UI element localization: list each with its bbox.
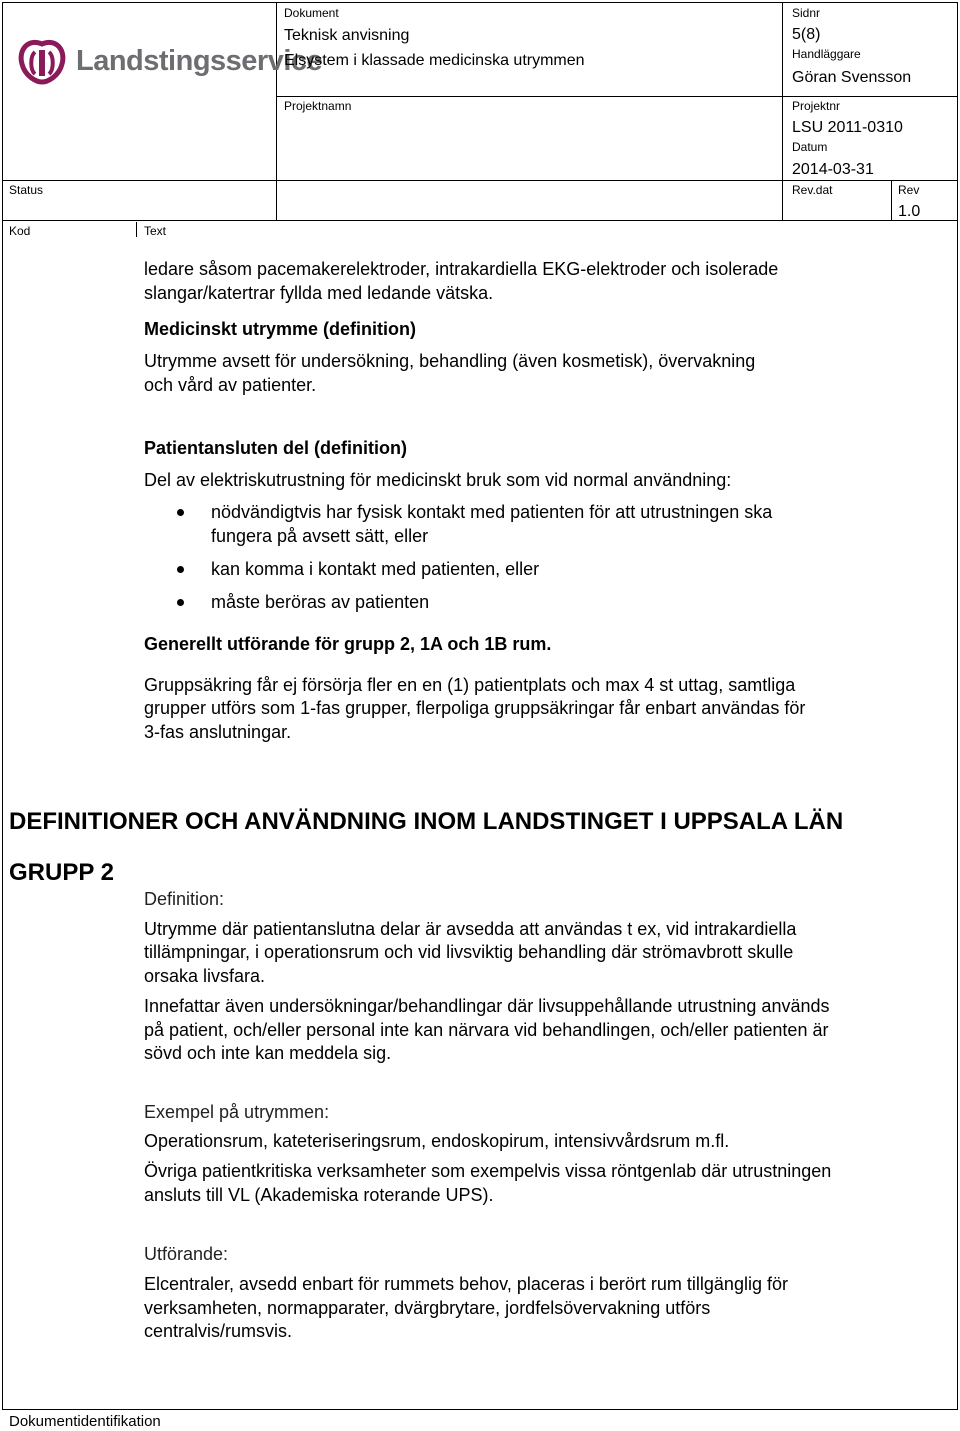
dokument-value-1: Teknisk anvisning	[284, 27, 410, 44]
bullet-2-line-1: kan komma i kontakt med patienten, eller	[211, 559, 540, 579]
rev-value: 1.0	[898, 203, 921, 220]
ovriga-line-1: Övriga patientkritiska verksamheter som exempelvis vissa röntgenlab där utrustningen	[144, 1161, 832, 1181]
sidnr-value: 5(8)	[792, 26, 821, 43]
definition-2-title: Patientansluten del (definition)	[144, 438, 408, 458]
general-line-1: Gruppsäkring får ej försörja fler en en (1) patientplats och max 4 st uttag, samtliga	[144, 675, 796, 695]
bullet-1-line-2: fungera på avsett sätt, eller	[211, 526, 429, 546]
logo-mark-icon	[16, 36, 68, 88]
projektnr-label: Projektnr	[792, 99, 841, 113]
header-left-border	[2, 2, 3, 1410]
definition-1-line-2: och vård av patienter.	[144, 375, 317, 395]
main-heading: DEFINITIONER OCH ANVÄNDNING INOM LANDSTINGET I UPPSALA LÄN	[9, 808, 844, 835]
definition-label: Definition:	[144, 889, 225, 909]
projektnr-value: LSU 2011-0310	[792, 119, 903, 136]
bullet-dot-2	[177, 566, 184, 573]
general-title: Generellt utförande för grupp 2, 1A och 1B rum.	[144, 634, 552, 654]
bullet-dot-3	[177, 599, 184, 606]
header-right-border	[957, 2, 958, 1410]
ovriga-line-2: ansluts till VL (Akademiska roterande UPS).	[144, 1185, 494, 1205]
bullet-1-line-1: nödvändigtvis har fysisk kontakt med patienten för att utrustningen ska	[211, 502, 773, 522]
header-divider-h-2	[2, 180, 958, 181]
footer-border	[2, 1409, 958, 1410]
grupp-2-heading: GRUPP 2	[9, 859, 114, 886]
header-divider-vertical-3	[891, 180, 892, 220]
dokumentidentifikation-label: Dokumentidentifikation	[9, 1413, 161, 1430]
kod-text-divider	[136, 222, 137, 237]
kod-label: Kod	[9, 224, 31, 238]
revdat-label: Rev.dat	[792, 183, 833, 197]
exempel-line-1: Operationsrum, kateteriseringsrum, endoskopirum, intensivvårdsrum m.fl.	[144, 1131, 730, 1151]
rev-label: Rev	[898, 183, 920, 197]
bullet-dot-1	[177, 509, 184, 516]
utforande-label: Utförande:	[144, 1244, 229, 1264]
utforande-line-3: centralvis/rumsvis.	[144, 1321, 293, 1341]
definition-2-intro: Del av elektriskutrustning för medicinskt bruk som vid normal användning:	[144, 470, 732, 490]
paragraph-1-line-2: slangar/katertrar fyllda med ledande vätska.	[144, 283, 494, 303]
bullet-3-line-1: måste beröras av patienten	[211, 592, 430, 612]
utforande-line-2: verksamheten, normapparater, dvärgbrytare, jordfelsövervakning utförs	[144, 1298, 711, 1318]
dokument-label: Dokument	[284, 6, 339, 20]
status-label: Status	[9, 183, 44, 197]
definition-line-1: Utrymme där patientanslutna delar är avsedda att användas t ex, vid intrakardiella	[144, 919, 797, 939]
sidnr-label: Sidnr	[792, 6, 821, 20]
text-label: Text	[144, 224, 167, 238]
definition-line-3: orsaka livsfara.	[144, 966, 266, 986]
datum-label: Datum	[792, 140, 828, 154]
dokument-value-2: Elsystem i klassade medicinska utrymmen	[284, 52, 585, 69]
innefattar-line-1: Innefattar även undersökningar/behandlingar där livsuppehållande utrustning används	[144, 996, 830, 1016]
logo-text: Landstingsservice	[76, 45, 323, 77]
general-line-2: grupper utförs som 1-fas grupper, flerpoliga gruppsäkringar får enbart användas för	[144, 698, 806, 718]
handlaggare-value: Göran Svensson	[792, 69, 912, 86]
innefattar-line-2: på patient, och/eller personal inte kan närvara vid behandlingen, och/eller patienten är	[144, 1020, 829, 1040]
handlaggare-label: Handläggare	[792, 47, 861, 61]
header-divider-h-3	[2, 220, 958, 221]
definition-line-2: tillämpningar, i operationsrum och vid livsviktig behandling där strömavbrott skulle	[144, 942, 794, 962]
header-top-border	[2, 2, 958, 3]
paragraph-1-line-1: ledare såsom pacemakerelektroder, intrakardiella EKG-elektroder och isolerade	[144, 259, 779, 279]
projektnamn-label: Projektnamn	[284, 99, 352, 113]
innefattar-line-3: sövd och inte kan meddela sig.	[144, 1043, 392, 1063]
logo	[16, 36, 323, 88]
utforande-line-1: Elcentraler, avsedd enbart för rummets behov, placeras i berört rum tillgänglig för	[144, 1274, 788, 1294]
exempel-label: Exempel på utrymmen:	[144, 1102, 330, 1122]
definition-1-title: Medicinskt utrymme (definition)	[144, 319, 417, 339]
header-divider-vertical-1	[276, 2, 277, 220]
general-line-3: 3-fas anslutningar.	[144, 722, 292, 742]
header-divider-h-1	[276, 96, 958, 97]
header-divider-vertical-2	[782, 2, 783, 220]
definition-1-line-1: Utrymme avsett för undersökning, behandling (även kosmetisk), övervakning	[144, 351, 756, 371]
datum-value: 2014-03-31	[792, 161, 874, 178]
